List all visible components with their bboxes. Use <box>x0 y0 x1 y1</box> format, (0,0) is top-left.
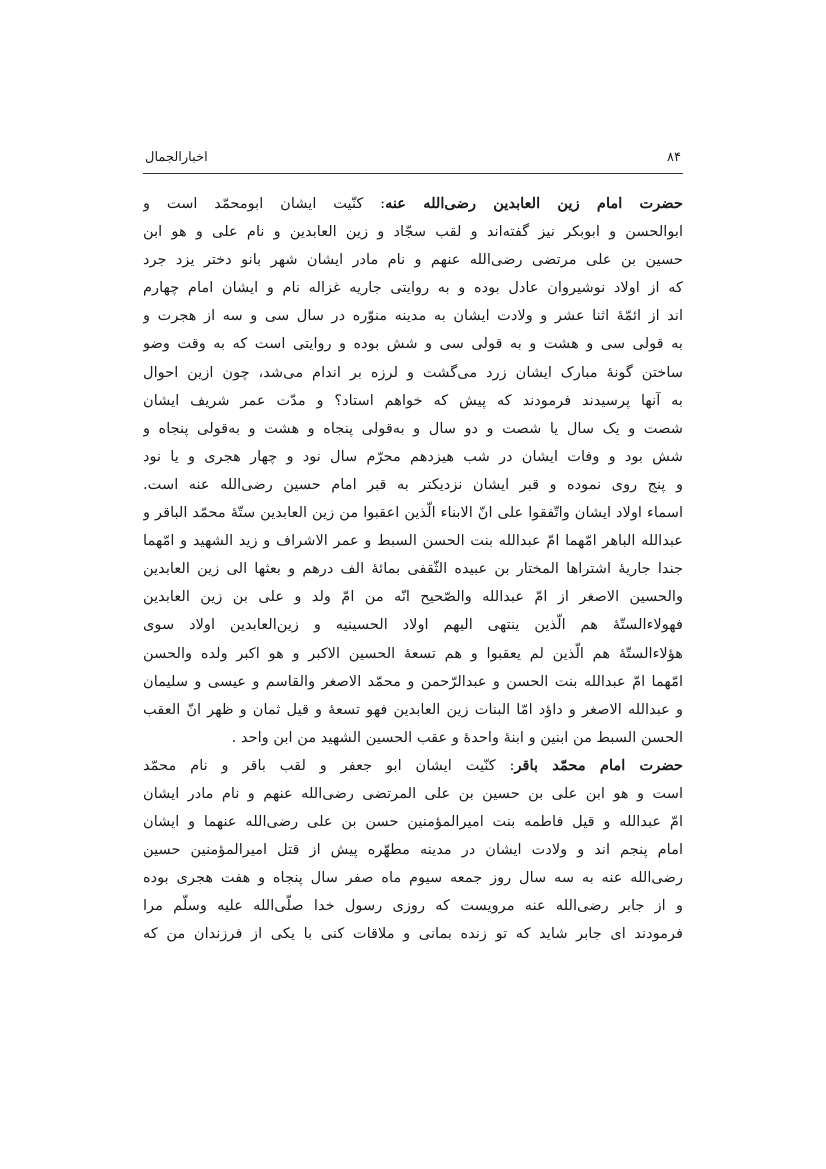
text-line <box>143 724 683 752</box>
text-line <box>143 330 683 358</box>
header-rule <box>143 173 683 174</box>
line-text: به قولی سی و هشت و به قولی سی و شش بوده و روایتی است که به وقت وضو <box>143 335 683 353</box>
line-text: والحسین الاصغر از امّ عبدالله والصّحیح انّه من امّ ولد و علی بن زین العابدین <box>143 588 683 606</box>
line-text: که از اولاد نوشیروان عادل بوده و به روایتی جاریه غزاله نام و ایشان امام چهارم <box>143 279 683 297</box>
line-text: فرمودند ای جابر شاید که تو زنده بمانی و ملاقات کنی با یکی از فرزندان من که <box>143 925 683 943</box>
line-text: است و هو ابن علی بن حسین بن علی المرتضی رضی‌الله عنهم و نام مادر ایشان <box>143 784 683 802</box>
text-line <box>143 808 683 836</box>
text-line <box>143 752 683 780</box>
line-text: الحسن السبط من ابنین و ابنهٔ واحدهٔ و عقب الحسین الشهید من ابن واحد . <box>231 728 683 746</box>
line-text: و از جابر رضی‌الله عنه مرویست که روزی رسول خدا صلّی‌الله علیه وسلّم مرا <box>143 897 683 915</box>
text-line <box>143 274 683 302</box>
line-text: ابوالحسن و ابوبکر نیز گفته‌اند و لقب سجّاد و زین العابدین و نام علی و هو ابن <box>143 223 683 241</box>
body-text <box>143 190 683 949</box>
line-text: رضی‌الله عنه به سه سال روز جمعه سیوم ماه صفر سال پنجاه و هفت هجری بوده <box>143 869 683 887</box>
line-text: عبدالله الباهر امّهما امّ عبدالله بنت الحسن السبط و عمر الاشراف و زید الشهید و امّهما <box>143 532 683 550</box>
line-text: جندا جاریهٔ اشتراها المختار بن عبیده الثّقفی بمائهٔ الف درهم و بعثها الی زین العابدین <box>143 560 683 578</box>
line-text: هؤلاءالستّهٔ هم الّذین لم یعقبوا و هم تسعهٔ الحسین الاکبر و هو اکبر ولده والحسن <box>143 644 683 662</box>
text-line <box>143 780 683 808</box>
text-line <box>143 471 683 499</box>
text-line <box>143 668 683 696</box>
text-line <box>143 499 683 527</box>
text-line <box>143 302 683 330</box>
text-line <box>143 583 683 611</box>
text-line <box>143 443 683 471</box>
text-line <box>143 527 683 555</box>
text-line <box>143 920 683 948</box>
section-heading: حضرت امام زین العابدین رضی‌الله عنه <box>385 195 683 212</box>
line-text: به آنها پرسیدند فرمودند که پیش که خواهم استاد؟ و مدّت عمر شریف ایشان <box>143 391 683 409</box>
text-line <box>143 892 683 920</box>
running-header <box>143 146 683 170</box>
text-line <box>143 864 683 892</box>
text-line <box>143 246 683 274</box>
line-text: امّهما امّ عبدالله بنت الحسن و عبدالرّحمن و محمّد الاصغر والقاسم و عیسی و سلیمان <box>143 672 683 690</box>
line-text: اند از ائمّهٔ اثنا عشر و ولادت ایشان به مدینه منوّره در سال سی و سه از هجرت و <box>143 307 683 325</box>
line-text: حسین بن علی مرتضی رضی‌الله عنهم و نام مادر ایشان شهر بانو دختر یزد جرد <box>143 251 683 269</box>
line-text: شصت و یک سال یا شصت و دو سال و به‌قولی پنجاه و هشت و به‌قولی پنجاه و <box>143 419 683 437</box>
line-text: امام پنجم اند و ولادت ایشان در مدینه مطهّره پیش از قتل امیرالمؤمنین حسین <box>143 841 683 859</box>
line-text: اسماء اولاد ایشان واتّفقوا علی انّ الابناء الّذین اعقبوا من زین العابدین ستّهٔ محمّد الباقر و <box>143 504 683 522</box>
page-number: ۸۴ <box>667 150 681 165</box>
line-text: شش بود و وفات ایشان در شب هیزدهم محرّم سال نود و چهار هجری و یا نود <box>143 447 683 465</box>
line-text: فهولاءالستّهٔ هم الّذین ینتهی الیهم اولاد الحسینیه و زین‌العابدین اولاد سوی <box>143 616 683 634</box>
text-line <box>143 190 683 218</box>
text-line <box>143 696 683 724</box>
line-text: : کنّیت ایشان ابو جعفر و لقب باقر و نام محمّد <box>143 756 515 774</box>
text-line <box>143 836 683 864</box>
text-line <box>143 555 683 583</box>
text-line <box>143 611 683 639</box>
text-line <box>143 640 683 668</box>
text-line <box>143 387 683 415</box>
text-line <box>143 359 683 387</box>
line-text: : کنّیت ایشان ابومحمّد است و <box>143 195 386 212</box>
section-heading: حضرت امام محمّد باقر <box>514 756 683 774</box>
line-text: امّ عبدالله و قیل فاطمه بنت امیرالمؤمنین حسن بن علی رضی‌الله عنهما و ایشان <box>143 813 683 831</box>
line-text: ساختن گونهٔ مبارک ایشان زرد می‌گشت و لرزه بر اندام می‌شد، چون ازین احوال <box>143 363 683 381</box>
text-line <box>143 415 683 443</box>
book-title: اخبارالجمال <box>145 150 208 165</box>
text-line <box>143 218 683 246</box>
line-text: و پنج روی نموده و قبر ایشان نزدیکتر به قبر امام حسین رضی‌الله عنه است. <box>143 475 683 493</box>
line-text: و عبدالله الاصغر و داؤد امّا البنات زین العابدین فهو تسعهٔ و قیل ثمان و ظهر انّ العقب <box>143 700 683 718</box>
